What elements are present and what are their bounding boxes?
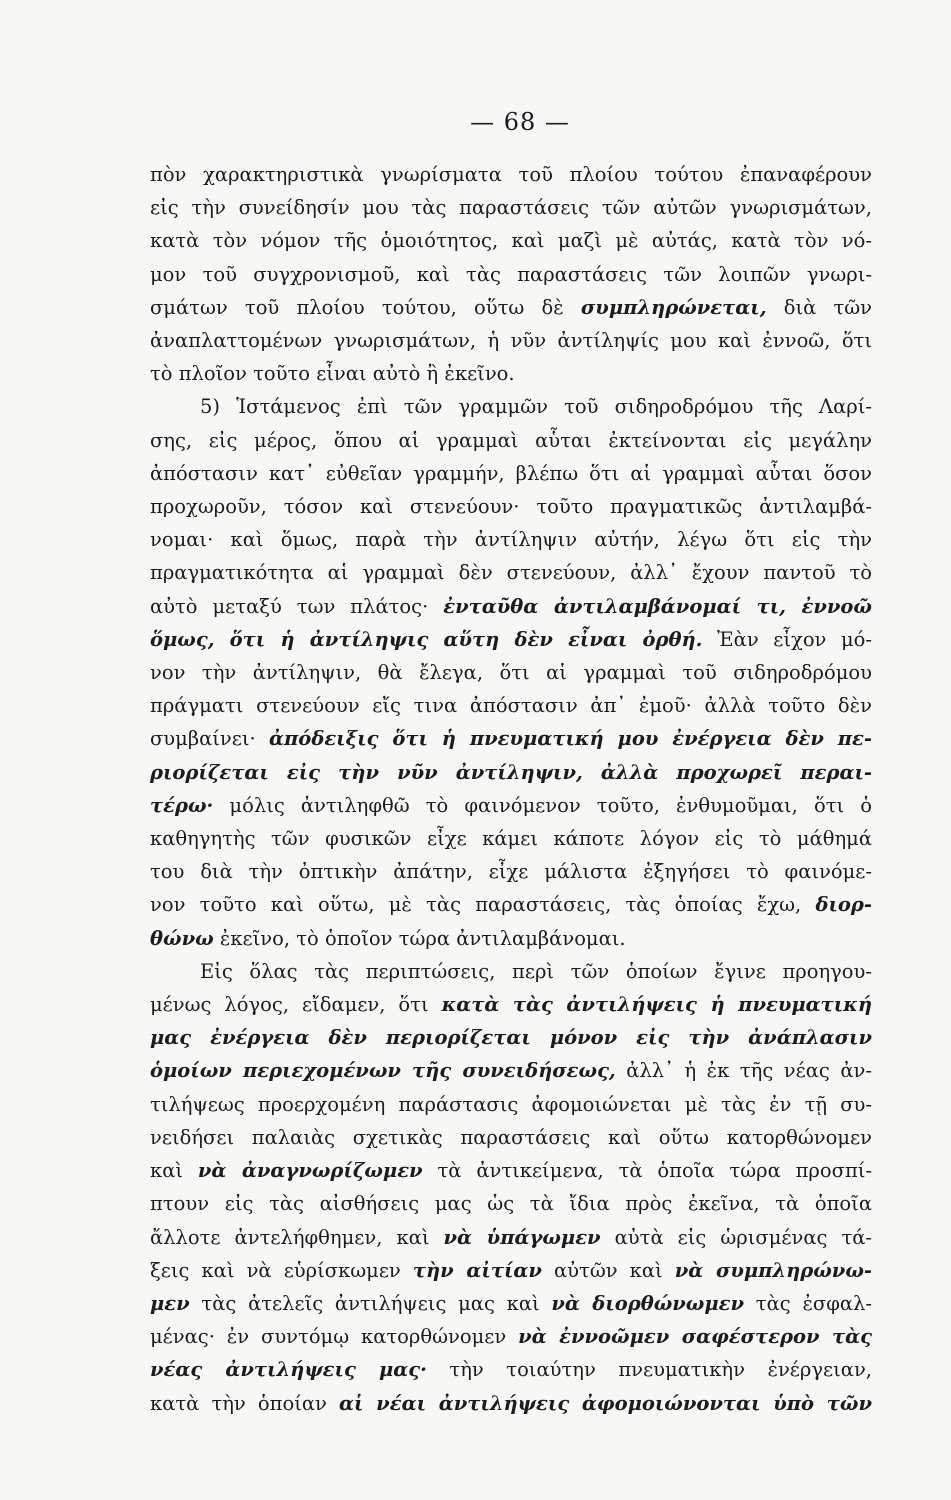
text-segment: τὸ πλοῖον τοῦτο εἶναι αὐτὸ ἢ ἐκεῖνο. — [150, 362, 515, 386]
text-line — [150, 224, 872, 257]
text-line — [150, 258, 872, 291]
text-segment: κατὰ τὴν ὁποίαν — [150, 1391, 340, 1415]
emphasized-text: μεν — [150, 1291, 190, 1315]
text-segment: τὰς ἀτελεῖς ἀντιλήψεις μας καὶ — [189, 1291, 552, 1315]
text-line — [150, 689, 872, 722]
emphasized-text: ριορίζεται εἰς τὴν νῦν ἀντίληψιν, ἀλλὰ προχωρεῖ περαι- — [150, 760, 872, 784]
text-line — [150, 357, 872, 390]
text-line — [150, 1254, 872, 1287]
emphasized-text: θώνω — [150, 926, 214, 950]
text-segment: καὶ — [150, 1159, 198, 1183]
text-line — [150, 490, 872, 523]
emphasized-text: ἐνταῦθα ἀντιλαμβάνομαί τι, ἐννοῶ — [443, 594, 872, 618]
text-line — [150, 1088, 872, 1121]
text-segment: ἀλλ᾽ ἡ ἐκ τῆς νέας ἀν- — [615, 1059, 872, 1083]
text-segment: αὐτῶν καὶ — [541, 1258, 675, 1282]
text-line — [150, 291, 872, 324]
text-line — [150, 191, 872, 224]
text-segment: συμβαίνει· — [150, 727, 270, 751]
text-segment: 5) Ἱστάμενος ἐπὶ τῶν γραμμῶν τοῦ σιδηροδρόμου τῆς Λαρί- — [200, 395, 872, 419]
text-line — [150, 158, 872, 191]
text-segment: τὰ ἀντικείμενα, τὰ ὁποῖα τώρα προσπί- — [422, 1159, 872, 1183]
text-segment: πράγματι στενεύουν εἴς τινα ἀπόστασιν ἀπ᾽ ἐμοῦ· ἀλλὰ τοῦτο δὲν — [150, 694, 872, 718]
text-segment: ἀναπλαττομένων γνωρισμάτων, ἡ νῦν ἀντίληψίς μου καὶ ἐννοῶ, ὅτι — [150, 329, 872, 353]
page-number: — 68 — — [470, 108, 570, 136]
text-segment: ἀπόστασιν κατ᾽ εὐθεῖαν γραμμήν, βλέπω ὅτι αἱ γραμμαὶ αὗται ὅσον — [150, 461, 872, 485]
text-segment: νομαι· καὶ ὅμως, παρὰ τὴν ἀντίληψιν αὐτήν, λέγω ὅτι εἰς τὴν — [150, 528, 872, 552]
text-segment: εἰς τὴν συνείδησίν μου τὰς παραστάσεις τῶν αὐτῶν γνωρισμάτων, — [150, 196, 872, 220]
emphasized-text: κατὰ τὰς ἀντιλήψεις ἡ πνευματική — [441, 993, 872, 1017]
text-line — [150, 1021, 872, 1054]
text-line — [150, 1287, 872, 1320]
text-segment: νον τοῦτο καὶ οὕτω, μὲ τὰς παραστάσεις, τὰς ὁποίας ἔχω, — [150, 893, 816, 917]
text-segment: μένας· ἐν συντόμῳ κατορθώνομεν — [150, 1325, 519, 1349]
text-segment: μόλις ἀντιληφθῶ τὸ φαινόμενον τοῦτο, ἐνθυμοῦμαι, ὅτι ὁ — [213, 793, 872, 817]
text-line — [150, 324, 872, 357]
text-line — [150, 1320, 872, 1353]
text-segment: προχωροῦν, τόσον καὶ στενεύουν· τοῦτο πραγματικῶς ἀντιλαμβά- — [150, 495, 872, 519]
text-segment: κατὰ τὸν νόμον τῆς ὁμοιότητος, καὶ μαζὶ μὲ αὐτάς, κατὰ τὸν νό- — [150, 229, 872, 253]
text-segment: σης, εἰς μέρος, ὅπου αἱ γραμμαὶ αὗται ἐκτείνονται εἰς μεγάλην — [150, 428, 872, 452]
emphasized-text: μας ἐνέργεια δὲν περιορίζεται μόνον εἰς τὴν ἀνάπλασιν — [150, 1026, 872, 1050]
text-segment: πὸν χαρακτηριστικὰ γνωρίσματα τοῦ πλοίου τούτου ἐπαναφέρουν — [150, 163, 872, 186]
text-segment: μον τοῦ συγχρονισμοῦ, καὶ τὰς παραστάσεις τῶν λοιπῶν γνωρι- — [150, 262, 872, 286]
text-segment: καθηγητὴς τῶν φυσικῶν εἶχε κάμει κάποτε λόγον εἰς τὸ μάθημά — [150, 827, 872, 851]
text-line — [150, 457, 872, 490]
emphasized-text: διορ- — [815, 893, 872, 917]
emphasized-text: νὰ ἀναγνωρίζωμεν — [197, 1159, 423, 1183]
text-segment: πτουν εἰς τὰς αἰσθήσεις μας ὡς τὰ ἴδια πρὸς ἐκεῖνα, τὰ ὁποῖα — [150, 1192, 872, 1216]
emphasized-text: αἱ νέαι ἀντιλήψεις ἀφομοιώνονται ὑπὸ τῶν — [339, 1391, 872, 1415]
text-line — [150, 656, 872, 689]
emphasized-text: ἀπόδειξις ὅτι ἡ πνευματική μου ἐνέργεια δὲν πε- — [269, 727, 872, 751]
emphasized-text: τὴν αἰτίαν — [412, 1258, 542, 1282]
emphasized-text: νὰ ὑπάγωμεν — [443, 1225, 601, 1249]
emphasized-text: τέρω· — [150, 793, 214, 817]
text-segment: νον τὴν ἀντίληψιν, θὰ ἔλεγα, ὅτι αἱ γραμμαὶ τοῦ σιδηροδρόμου — [150, 661, 872, 685]
text-line — [150, 1054, 872, 1087]
text-line — [150, 623, 872, 656]
text-line — [150, 590, 872, 623]
text-line — [150, 955, 872, 988]
text-segment: ἄλλοτε ἀντελήφθημεν, καὶ — [150, 1225, 444, 1249]
text-line — [150, 756, 872, 789]
text-line — [150, 1387, 872, 1420]
text-line — [150, 722, 872, 755]
emphasized-text: νὰ συμπληρώνω- — [674, 1258, 872, 1282]
text-segment: αὐτὸ μεταξύ των πλάτος· — [150, 594, 444, 618]
emphasized-text: ὁμοίων περιεχομένων τῆς συνειδήσεως, — [150, 1059, 616, 1083]
text-line — [150, 1187, 872, 1220]
text-segment: Ἐὰν εἶχον μό- — [702, 627, 872, 651]
emphasized-text: ὅμως, ὅτι ἡ ἀντίληψις αὕτη δὲν εἶναι ὀρθή. — [150, 627, 703, 651]
text-line — [150, 556, 872, 589]
text-segment: σμάτων τοῦ πλοίου τούτου, οὕτω δὲ — [150, 295, 581, 319]
emphasized-text: νέας ἀντιλήψεις μας· — [150, 1358, 427, 1382]
emphasized-text: νὰ ἐννοῶμεν σαφέστερον τὰς — [518, 1325, 872, 1349]
text-line — [150, 789, 872, 822]
text-line — [150, 1154, 872, 1187]
text-line — [150, 988, 872, 1021]
text-line — [150, 822, 872, 855]
emphasized-text: συμπληρώνεται, — [580, 295, 767, 319]
text-line — [150, 523, 872, 556]
text-segment: ξεις καὶ νὰ εὑρίσκωμεν — [150, 1258, 413, 1282]
text-line — [150, 424, 872, 457]
text-segment: νειδήσει παλαιὰς σχετικὰς παραστάσεις καὶ οὕτω κατορθώνομεν — [150, 1125, 872, 1149]
text-line — [150, 922, 872, 955]
text-line — [150, 1353, 872, 1386]
text-line — [150, 390, 872, 423]
text-segment: πραγματικότητα αἱ γραμμαὶ δὲν στενεύουν, ἀλλ᾽ ἔχουν παντοῦ τὸ — [150, 561, 872, 585]
text-segment: αὐτὰ εἰς ὡρισμένας τά- — [600, 1225, 872, 1249]
text-segment: μένως λόγος, εἴδαμεν, ὅτι — [150, 993, 442, 1017]
text-segment: τὰς ἐσφαλ- — [744, 1291, 872, 1315]
body-text — [150, 158, 872, 1420]
text-line — [150, 855, 872, 888]
text-segment: του διὰ τὴν ὀπτικὴν ἀπάτην, εἶχε μάλιστα ἐξηγήσει τὸ φαινόμε- — [150, 860, 872, 884]
text-line — [150, 888, 872, 921]
text-segment: διὰ τῶν — [766, 295, 872, 319]
text-segment: τιλήψεως προερχομένη παράστασις ἀφομοιώνεται μὲ τὰς ἐν τῇ συ- — [150, 1092, 872, 1116]
text-line — [150, 1121, 872, 1154]
text-segment: ἐκεῖνο, τὸ ὁποῖον τώρα ἀντιλαμβάνομαι. — [213, 926, 626, 950]
text-line — [150, 1221, 872, 1254]
emphasized-text: νὰ διορθώνωμεν — [551, 1291, 745, 1315]
text-segment: τὴν τοιαύτην πνευματικὴν ἐνέργειαν, — [426, 1358, 872, 1382]
text-segment: Εἰς ὅλας τὰς περιπτώσεις, περὶ τῶν ὁποίων ἔγινε προηγου- — [200, 959, 872, 983]
